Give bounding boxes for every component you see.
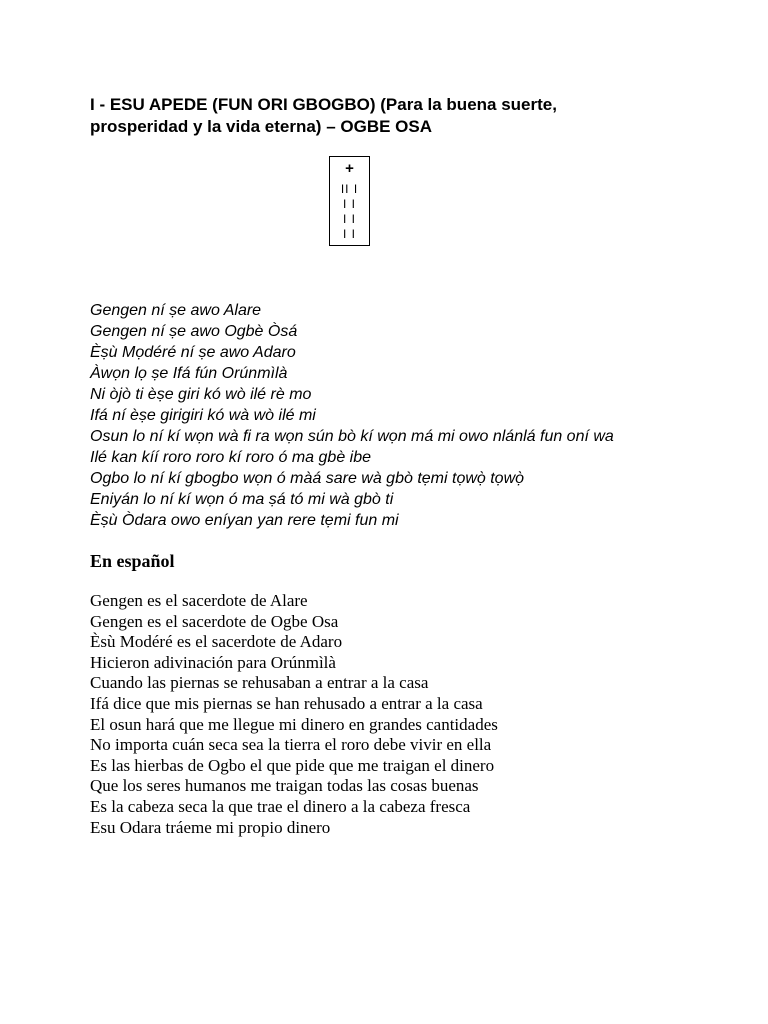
spanish-verse-line: Esu Odara tráeme mi propio dinero [90,817,331,837]
yoruba-verse-line: Ilé kan kíí roro roro kí roro ó ma gbè ibe [90,449,372,466]
yoruba-verse-line: Ni òjò ti èṣe giri kó wò ilé rè mo [90,386,312,403]
spanish-verse-line: El osun hará que me llegue mi dinero en grandes cantidades [90,714,498,734]
spanish-verse-line: Cuando las piernas se rehusaban a entrar a la casa [90,673,429,693]
yoruba-verse-line: Èṣù Mọdéré ní ṣe awo Adaro [90,344,296,361]
yoruba-verse-line: Gengen ní ṣe awo Alare [90,302,262,319]
odu-mark-row: I I [342,212,356,226]
spanish-verse-line: No importa cuán seca sea la tierra el roro debe vivir en ella [90,735,492,755]
spanish-verse-line: Ifá dice que mis piernas se han rehusado a entrar a la casa [90,693,483,713]
spanish-verse-line: Es las hierbas de Ogbo el que pide que me traigan el dinero [90,755,495,775]
odu-sign-box [329,156,370,246]
spanish-verses [90,591,730,838]
title-line: I - ESU APEDE (FUN ORI GBOGBO) (Para la buena suerte, [90,95,557,114]
yoruba-verse-line: Eniyán lo ní kí wọn ó ma ṣá tó mi wà gbò ti [90,491,394,508]
yoruba-verse-line: Èṣù Òdara owo eníyan yan rere tẹmi fun mi [90,512,399,529]
yoruba-verse-line: Osun lo ní kí wọn wà fi ra wọn sún bò kí wọn má mi owo nlánlá fun oní wa [90,428,614,445]
yoruba-verse-line: Àwọn lọ ṣe Ifá fún Orúnmìlà [90,365,288,382]
spanish-verse-line: Es la cabeza seca la que trae el dinero a la cabeza fresca [90,796,471,816]
spanish-verse-line: Hicieron adivinación para Orúnmìlà [90,652,336,672]
title-line: prosperidad y la vida eterna) – OGBE OSA [90,117,432,136]
odu-mark-row: I I [342,227,356,241]
spanish-verse-line: Èsù Modéré es el sacerdote de Adaro [90,632,343,652]
document-title [90,94,710,138]
odu-plus-mark: + [345,160,354,177]
spanish-verse-line: Que los seres humanos me traigan todas las cosas buenas [90,776,479,796]
spanish-verse-line: Gengen es el sacerdote de Ogbe Osa [90,611,339,631]
yoruba-verse-line: Ifá ní èṣe girigiri kó wà wò ilé mi [90,407,316,424]
odu-mark-row: I I [342,197,356,211]
spanish-verse-line: Gengen es el sacerdote de Alare [90,591,308,610]
yoruba-verse-line: Ogbo lo ní kí gbogbo wọn ó màá sare wà gbò tẹmi tọwọ̀ tọwọ̀ [90,470,525,487]
odu-mark-row: II I [340,182,359,196]
yoruba-verses [90,300,730,531]
yoruba-verse-line: Gengen ní ṣe awo Ogbè Òsá [90,323,298,340]
spanish-section-heading: En español [90,551,175,571]
